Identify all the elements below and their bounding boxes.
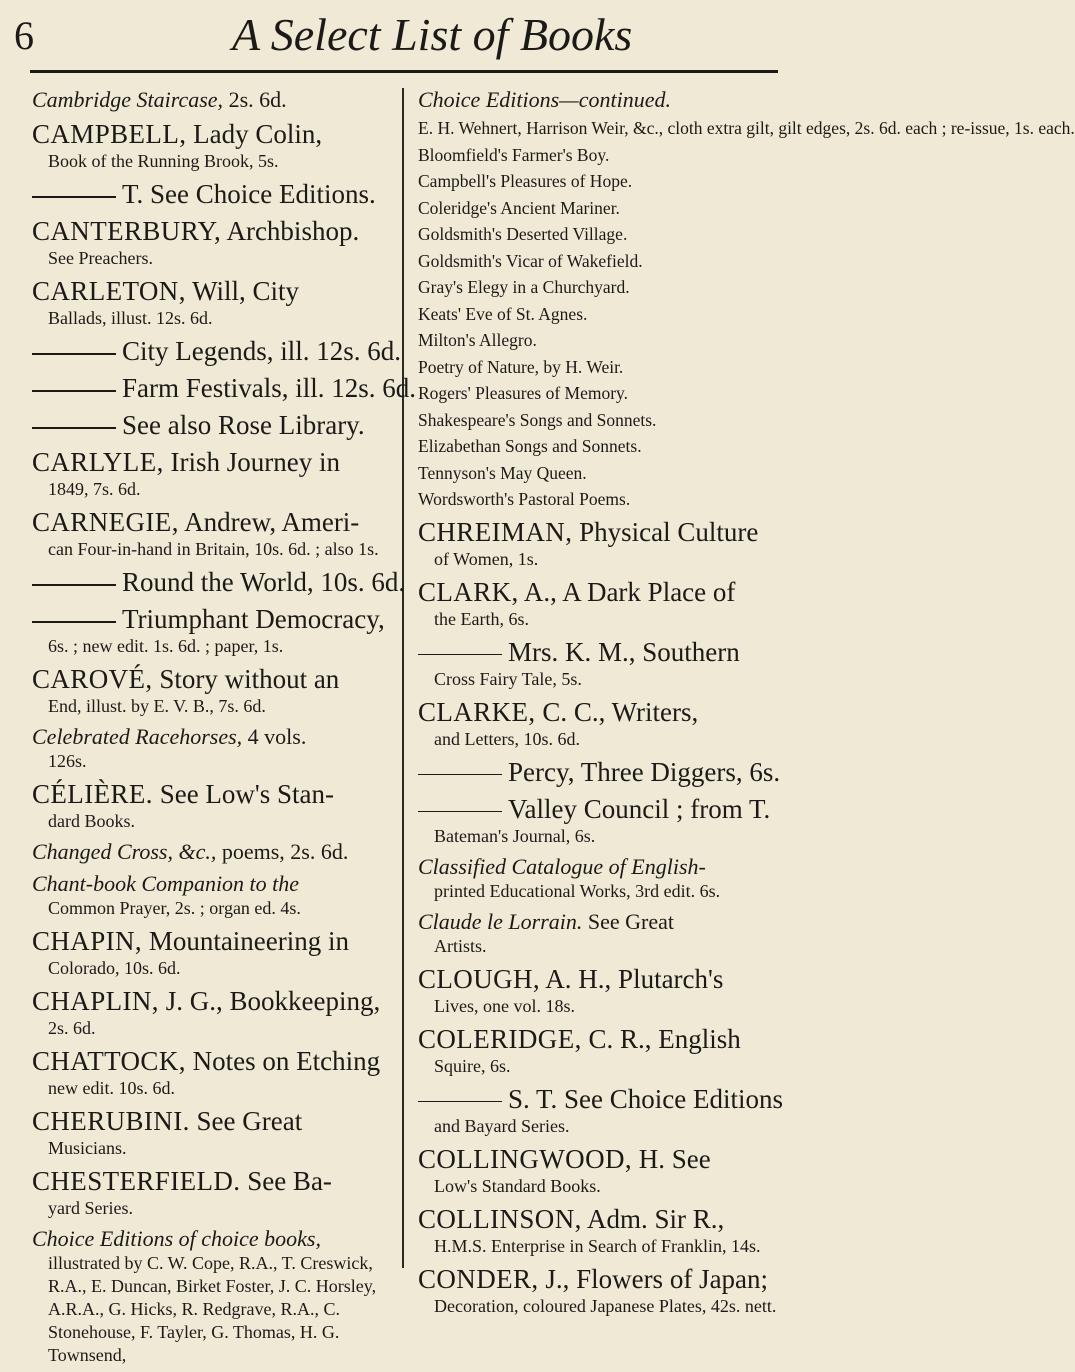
entry-first-line	[418, 357, 782, 379]
entry-first-line	[32, 446, 398, 478]
entry-heading: Chant-book Companion to the	[32, 871, 300, 896]
list-entry	[418, 118, 1075, 140]
entry-first-line	[32, 603, 398, 635]
entry-first-line	[418, 198, 782, 220]
entry-text: Farm Festivals, ill. 12s. 6d.	[122, 373, 417, 403]
entry-first-line	[418, 224, 782, 246]
list-entry	[418, 1083, 782, 1138]
list-entry	[32, 215, 398, 270]
entry-text: Notes on Etching	[185, 1046, 381, 1076]
list-entry	[418, 304, 782, 326]
entry-first-line	[418, 1263, 782, 1295]
entry-first-line	[418, 1143, 782, 1175]
entry-text: Physical Culture	[572, 516, 759, 547]
entry-first-line	[32, 566, 406, 598]
entry-heading: Claude le Lorrain.	[418, 908, 583, 934]
list-entry	[32, 409, 398, 441]
ditto-dash	[32, 196, 116, 198]
entry-text: Mountaineering in	[142, 926, 350, 956]
list-entry	[418, 696, 782, 751]
entry-text: See Low's Stan-	[152, 779, 335, 809]
entry-first-line	[418, 1023, 782, 1055]
entry-continuation: illustrated by C. W. Cope, R.A., T. Creswick, R.A., E. Duncan, Birket Foster, J. C. Horsley, A.R.A., G. Hicks, R. Redgrave, R.A., C. Stonehouse, F. Tayler, G. Thomas, H. G. Townsend,	[48, 1253, 377, 1365]
entry-first-line	[32, 985, 398, 1017]
entry-text: See Great	[582, 908, 675, 934]
list-entry	[32, 335, 401, 367]
entry-first-line	[418, 793, 782, 825]
entry-first-line	[418, 516, 782, 548]
entry-text: Poetry of Nature, by H. Weir.	[418, 356, 624, 377]
list-entry	[418, 357, 782, 379]
list-entry	[418, 1023, 782, 1078]
entry-continuation: Artists.	[434, 935, 487, 956]
entry-continuation: and Bayard Series.	[434, 1115, 570, 1136]
entry-text: poems, 2s. 6d.	[216, 839, 349, 864]
entry-continuation: See Preachers.	[48, 248, 153, 268]
list-entry	[32, 566, 406, 598]
column-divider	[402, 88, 404, 1268]
entry-text: Rogers' Pleasures of Memory.	[418, 383, 629, 403]
entry-continuation: Cross Fairy Tale, 5s.	[434, 668, 582, 689]
entry-text: Lady Colin,	[186, 119, 323, 149]
entry-text: Gray's Elegy in a Churchyard.	[418, 277, 630, 297]
author-name: CÉLIÈRE.	[32, 779, 153, 809]
entry-text: A., A Dark Place of	[518, 576, 736, 607]
entry-first-line	[32, 1165, 398, 1197]
entry-first-line	[32, 870, 398, 897]
page-number: 6	[14, 13, 34, 58]
entry-continuation: new edit. 10s. 6d.	[48, 1078, 175, 1098]
author-name: CAROVÉ,	[32, 664, 153, 694]
entry-text: H. See	[632, 1143, 711, 1174]
list-entry	[32, 1045, 398, 1100]
entry-text: Archbishop.	[221, 216, 360, 246]
ditto-dash	[418, 654, 502, 656]
entry-first-line	[418, 171, 782, 193]
ditto-dash	[32, 621, 116, 623]
author-name: CAMPBELL,	[32, 119, 187, 149]
entry-first-line	[32, 778, 398, 810]
ditto-dash	[418, 774, 502, 776]
list-entry	[32, 985, 398, 1040]
list-entry	[418, 963, 782, 1018]
entry-first-line	[32, 118, 398, 150]
entry-continuation: Colorado, 10s. 6d.	[48, 958, 181, 978]
entry-text: Wordsworth's Pastoral Poems.	[418, 489, 631, 509]
author-name: COLLINGWOOD,	[418, 1143, 633, 1174]
entry-continuation: printed Educational Works, 3rd edit. 6s.	[434, 880, 721, 901]
list-entry	[418, 383, 782, 405]
entry-first-line	[418, 696, 782, 728]
entry-first-line	[32, 1225, 398, 1252]
entry-text: Goldsmith's Deserted Village.	[418, 224, 628, 244]
entry-text: Keats' Eve of St. Agnes.	[418, 303, 588, 324]
list-entry	[32, 925, 398, 980]
entry-heading: Choice Editions—continued.	[418, 87, 671, 112]
list-entry	[32, 372, 417, 404]
entry-first-line	[32, 335, 401, 367]
entry-first-line	[32, 723, 398, 750]
author-name: CHAPIN,	[32, 926, 143, 956]
entry-text: J., Flowers of Japan;	[538, 1263, 769, 1294]
entry-text: City Legends, ill. 12s. 6d.	[122, 336, 401, 366]
entry-text: A. H., Plutarch's	[540, 963, 724, 994]
entry-continuation: and Letters, 10s. 6d.	[434, 728, 580, 749]
entry-first-line	[32, 838, 398, 865]
list-entry	[32, 446, 398, 501]
entry-continuation: Ballads, illust. 12s. 6d.	[48, 308, 213, 328]
entry-first-line	[418, 463, 782, 485]
list-entry	[418, 1143, 782, 1198]
author-name: CLARKE,	[418, 696, 536, 727]
list-entry	[32, 663, 398, 718]
entry-text: 4 vols.	[242, 724, 307, 749]
entry-continuation: 6s. ; new edit. 1s. 6d. ; paper, 1s.	[48, 636, 284, 656]
list-entry	[418, 1203, 782, 1258]
list-entry	[418, 908, 782, 958]
entry-first-line	[418, 410, 782, 432]
entry-text: Andrew, Ameri-	[178, 507, 360, 537]
entry-text: C. R., English	[581, 1023, 741, 1054]
entry-first-line	[32, 1105, 398, 1137]
author-name: CHERUBINI.	[32, 1106, 190, 1136]
list-entry	[418, 516, 782, 571]
list-entry	[418, 576, 782, 631]
entry-text: C. C., Writers,	[535, 696, 699, 727]
entry-continuation: Bateman's Journal, 6s.	[434, 825, 596, 846]
entry-continuation: dard Books.	[48, 811, 135, 831]
entry-continuation: H.M.S. Enterprise in Search of Franklin, 14s.	[434, 1235, 761, 1256]
entry-text: Tennyson's May Queen.	[418, 462, 587, 483]
right-column	[418, 86, 1075, 1323]
list-entry	[32, 118, 398, 173]
author-name: CHAPLIN,	[32, 986, 159, 1016]
list-entry	[32, 778, 398, 833]
author-name: CLARK,	[418, 576, 519, 607]
list-entry	[418, 793, 782, 848]
entry-continuation: Lives, one vol. 18s.	[434, 995, 575, 1016]
entry-heading: Choice Editions of choice books,	[32, 1226, 321, 1251]
entry-text: S. T. See Choice Editions	[508, 1083, 783, 1114]
entry-text: Mrs. K. M., Southern	[508, 636, 740, 667]
page-header	[0, 0, 800, 72]
entry-first-line	[418, 636, 782, 668]
entry-first-line	[32, 86, 398, 113]
list-entry	[418, 86, 782, 113]
entry-text: 2s. 6d.	[223, 87, 287, 112]
author-name: CANTERBURY,	[32, 216, 222, 246]
entry-first-line	[32, 178, 398, 210]
ditto-dash	[418, 811, 502, 813]
list-entry	[418, 224, 782, 246]
entry-first-line	[418, 86, 782, 113]
entry-first-line	[418, 118, 1075, 140]
ditto-dash	[32, 427, 116, 429]
list-entry	[32, 870, 398, 920]
entry-text: Triumphant Democracy,	[122, 604, 385, 634]
entry-continuation: the Earth, 6s.	[434, 608, 529, 629]
entry-continuation: 126s.	[48, 751, 87, 771]
list-entry	[418, 436, 782, 458]
list-entry	[32, 506, 398, 561]
list-entry	[418, 171, 782, 193]
entry-continuation: yard Series.	[48, 1198, 133, 1218]
entry-text: Coleridge's Ancient Mariner.	[418, 197, 620, 218]
author-name: CARLETON,	[32, 276, 186, 306]
entry-text: Adm. Sir R.,	[581, 1203, 725, 1234]
entry-first-line	[418, 1083, 782, 1115]
entry-continuation: 1849, 7s. 6d.	[48, 479, 141, 499]
entry-continuation: of Women, 1s.	[434, 548, 539, 569]
author-name: CARNEGIE,	[32, 507, 179, 537]
entry-continuation: 2s. 6d.	[48, 1018, 96, 1038]
entry-first-line	[32, 215, 398, 247]
entry-text: E. H. Wehnert, Harrison Weir, &c., cloth extra gilt, gilt edges, 2s. 6d. each ; re-issue, 1s. each.	[418, 118, 1075, 138]
entry-continuation: End, illust. by E. V. B., 7s. 6d.	[48, 696, 266, 716]
entry-continuation: Squire, 6s.	[434, 1055, 511, 1076]
list-entry	[418, 251, 782, 273]
entry-first-line	[32, 275, 398, 307]
entry-continuation: Musicians.	[48, 1138, 127, 1158]
entry-text: See Great	[189, 1106, 303, 1136]
entry-text: Story without an	[152, 664, 340, 694]
entry-first-line	[32, 409, 398, 441]
list-entry	[418, 489, 782, 511]
entry-first-line	[418, 576, 782, 608]
author-name: COLERIDGE,	[418, 1023, 582, 1054]
entry-text: See also Rose Library.	[122, 410, 365, 440]
entry-text: Goldsmith's Vicar of Wakefield.	[418, 250, 643, 271]
entry-text: Shakespeare's Songs and Sonnets.	[418, 409, 657, 430]
list-entry	[418, 636, 782, 691]
entry-text: Milton's Allegro.	[418, 330, 537, 350]
entry-first-line	[32, 663, 398, 695]
entry-first-line	[418, 436, 782, 458]
entry-first-line	[418, 1203, 782, 1235]
entry-text: Valley Council ; from T.	[508, 793, 771, 824]
left-column	[32, 86, 417, 1372]
entry-heading: Classified Catalogue of English-	[418, 853, 706, 879]
entry-continuation: Book of the Running Brook, 5s.	[48, 151, 279, 171]
list-entry	[418, 145, 782, 167]
ditto-dash	[32, 584, 116, 586]
entry-text: J. G., Bookkeeping,	[158, 986, 381, 1016]
header-rule	[30, 70, 778, 73]
entry-first-line	[418, 489, 782, 511]
entry-first-line	[32, 372, 417, 404]
entry-text: T. See Choice Editions.	[122, 179, 376, 209]
author-name: CHATTOCK,	[32, 1046, 186, 1076]
entry-first-line	[418, 251, 782, 273]
entry-heading: Cambridge Staircase,	[32, 87, 224, 112]
entry-first-line	[418, 145, 782, 167]
entry-continuation: Low's Standard Books.	[434, 1175, 601, 1196]
author-name: CHREIMAN,	[418, 516, 573, 547]
entry-first-line	[418, 853, 782, 880]
ditto-dash	[32, 353, 116, 355]
list-entry	[32, 838, 398, 865]
entry-continuation: Common Prayer, 2s. ; organ ed. 4s.	[48, 898, 301, 918]
list-entry	[32, 723, 398, 773]
ditto-dash	[418, 1101, 502, 1103]
list-entry	[32, 86, 398, 113]
ditto-dash	[32, 390, 116, 392]
entry-continuation: can Four-in-hand in Britain, 10s. 6d. ; also 1s.	[48, 539, 379, 559]
list-entry	[32, 178, 398, 210]
entry-first-line	[32, 1045, 398, 1077]
list-entry	[418, 853, 782, 903]
entry-text: Round the World, 10s. 6d.	[122, 567, 406, 597]
list-entry	[418, 463, 782, 485]
entry-first-line	[418, 277, 782, 299]
entry-first-line	[418, 908, 782, 935]
entry-continuation: Decoration, coloured Japanese Plates, 42s. nett.	[434, 1295, 777, 1316]
running-title: A Select List of Books	[232, 9, 633, 60]
author-name: CHESTERFIELD.	[32, 1166, 241, 1196]
author-name: CONDER,	[418, 1263, 539, 1294]
list-entry	[418, 756, 782, 788]
list-entry	[32, 1225, 398, 1367]
entry-text: Irish Journey in	[163, 447, 340, 477]
entry-text: Campbell's Pleasures of Hope.	[418, 171, 633, 191]
entry-text: Elizabethan Songs and Sonnets.	[418, 436, 642, 456]
list-entry	[418, 330, 782, 352]
entry-text: Percy, Three Diggers, 6s.	[508, 756, 781, 787]
entry-text: Will, City	[185, 276, 300, 306]
entry-first-line	[418, 330, 782, 352]
entry-first-line	[32, 506, 398, 538]
entry-first-line	[32, 925, 398, 957]
list-entry	[418, 410, 782, 432]
author-name: CARLYLE,	[32, 447, 164, 477]
author-name: COLLINSON,	[418, 1203, 582, 1234]
entry-first-line	[418, 304, 782, 326]
entry-text: See Ba-	[240, 1166, 332, 1196]
entry-first-line	[418, 383, 782, 405]
entry-heading: Changed Cross, &c.,	[32, 839, 217, 864]
entry-text: Bloomfield's Farmer's Boy.	[418, 144, 610, 165]
list-entry	[418, 277, 782, 299]
entry-first-line	[418, 756, 782, 788]
list-entry	[32, 603, 398, 658]
list-entry	[418, 1263, 782, 1318]
entry-heading: Celebrated Racehorses,	[32, 724, 243, 749]
list-entry	[418, 198, 782, 220]
list-entry	[32, 1165, 398, 1220]
list-entry	[32, 275, 398, 330]
entry-first-line	[418, 963, 782, 995]
list-entry	[32, 1105, 398, 1160]
author-name: CLOUGH,	[418, 963, 541, 994]
